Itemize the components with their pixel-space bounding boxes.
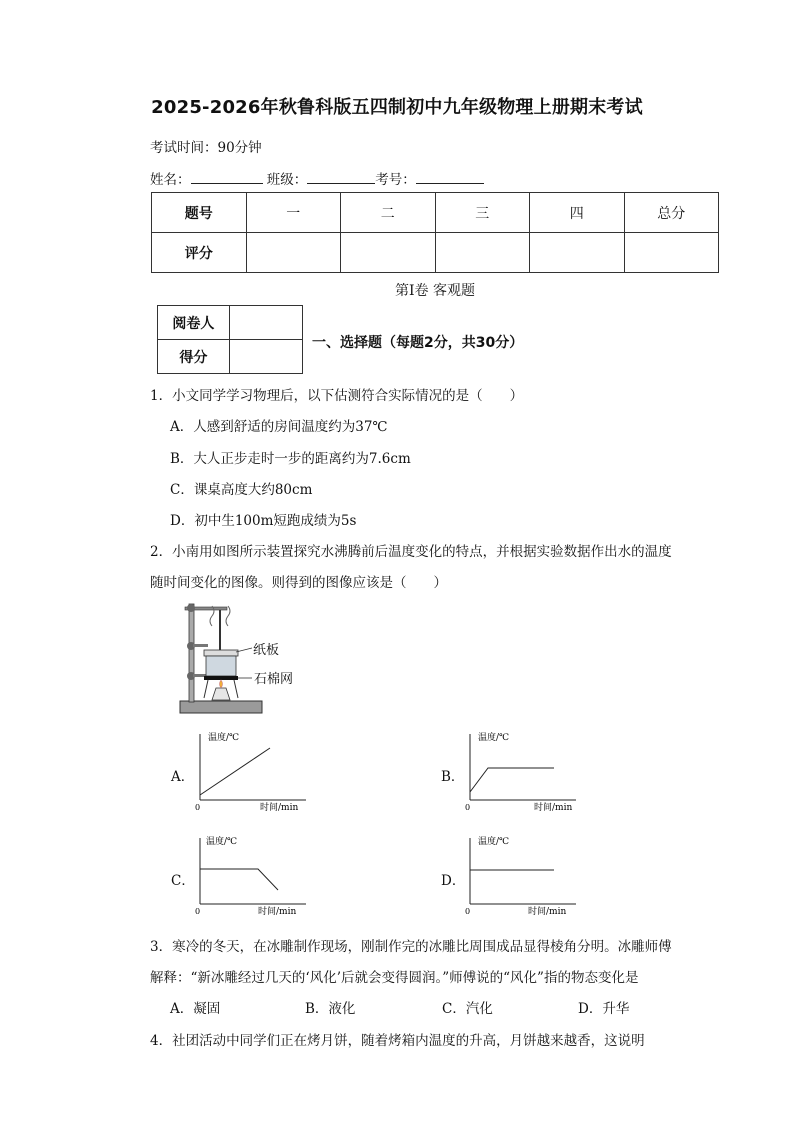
student-info-line <box>150 168 484 188</box>
q2-option-a: A． <box>171 769 195 785</box>
grade-cell[interactable] <box>229 340 302 374</box>
boiling-apparatus-figure <box>176 596 316 720</box>
score-table <box>151 192 719 273</box>
graph-c-origin: 0 <box>195 907 201 916</box>
q3-stem-line2: 解释：“新冰雕经过几天的‘风化’后就会变得圆润。”师傅说的“风化”指的物态变化是 <box>150 970 639 986</box>
grader-table <box>157 305 303 374</box>
graph-a-ylabel: 温度/℃ <box>208 733 240 743</box>
number-label: 考号： <box>375 172 416 188</box>
q1-option-c: C．课桌高度大约80cm <box>170 482 313 498</box>
graph-b <box>462 728 592 814</box>
q4-stem-line1: 4．社团活动中同学们正在烤月饼，随着烤箱内温度的升高，月饼越来越香，这说明 <box>150 1033 645 1049</box>
q2-stem-line2: 随时间变化的图像。则得到的图像应该是（ ） <box>150 575 447 591</box>
score-cell-total[interactable] <box>624 233 719 273</box>
graph-b-ylabel: 温度/℃ <box>478 733 510 743</box>
name-blank[interactable] <box>191 169 263 184</box>
graph-a-xlabel: 时间/min <box>260 803 299 813</box>
label-gauze: 石棉网 <box>254 672 294 687</box>
reviewer-cell[interactable] <box>229 306 302 340</box>
q3-option-b: B．液化 <box>305 1001 356 1017</box>
section-title: 第Ⅰ卷 客观题 <box>395 283 475 299</box>
q2-option-d: D． <box>441 873 466 889</box>
cell-part-1: 一 <box>246 193 341 233</box>
exam-title: 2025-2026年秋鲁科版五四制初中九年级物理上册期末考试 <box>151 97 643 118</box>
name-label: 姓名： <box>150 172 191 188</box>
score-table-header-row <box>152 193 719 233</box>
q2-option-b: B． <box>441 769 465 785</box>
class-label: 班级： <box>266 172 308 188</box>
class-blank[interactable] <box>307 169 375 184</box>
q1-stem: 1．小文同学学习物理后，以下估测符合实际情况的是（ ） <box>150 388 524 404</box>
q1-option-b: B．大人正步走时一步的距离约为7.6cm <box>170 451 411 467</box>
cell-question-number: 题号 <box>152 193 247 233</box>
score-cell-1[interactable] <box>246 233 341 273</box>
exam-time: 考试时间：90分钟 <box>150 140 262 156</box>
score-cell-3[interactable] <box>435 233 530 273</box>
graph-c-curve <box>200 869 278 890</box>
graph-b-xlabel: 时间/min <box>534 803 573 813</box>
score-cell-2[interactable] <box>341 233 436 273</box>
number-blank[interactable] <box>416 169 484 184</box>
cell-total: 总分 <box>624 193 719 233</box>
q3-option-a: A．凝固 <box>170 1001 221 1017</box>
graph-a-curve <box>200 748 270 795</box>
q3-option-d: D．升华 <box>578 1001 630 1017</box>
graph-d-xlabel: 时间/min <box>528 907 567 917</box>
q1-option-a: A．人感到舒适的房间温度约为37℃ <box>170 419 388 435</box>
score-cell-4[interactable] <box>530 233 625 273</box>
cell-part-3: 三 <box>435 193 530 233</box>
graph-b-origin: 0 <box>465 803 471 812</box>
graph-a-origin: 0 <box>195 803 201 812</box>
graph-b-curve <box>470 768 554 792</box>
score-table-score-row <box>152 233 719 273</box>
part1-title: 一、选择题（每题2分，共30分） <box>312 335 524 351</box>
q3-option-c: C．汽化 <box>442 1001 493 1017</box>
cell-part-4: 四 <box>530 193 625 233</box>
graph-d-ylabel: 温度/℃ <box>478 837 510 847</box>
graph-c-ylabel: 温度/℃ <box>206 837 238 847</box>
q2-option-c: C． <box>171 873 195 889</box>
cell-score-label: 评分 <box>152 233 247 273</box>
label-board: 纸板 <box>253 643 280 658</box>
q2-stem-line1: 2．小南用如图所示装置探究水沸腾前后温度变化的特点，并根据实验数据作出水的温度 <box>150 544 672 560</box>
grade-label: 得分 <box>158 340 230 374</box>
cell-part-2: 二 <box>341 193 436 233</box>
graph-c-xlabel: 时间/min <box>258 907 297 917</box>
graph-c <box>192 832 322 918</box>
q3-stem-line1: 3．寒冷的冬天，在冰雕制作现场，刚制作完的冰雕比周围成品显得棱角分明。冰雕师傅 <box>150 939 672 955</box>
q1-option-d: D．初中生100m短跑成绩为5s <box>170 513 357 529</box>
graph-d <box>462 832 592 918</box>
graph-a <box>192 728 322 814</box>
reviewer-label: 阅卷人 <box>158 306 230 340</box>
graph-d-origin: 0 <box>465 907 471 916</box>
